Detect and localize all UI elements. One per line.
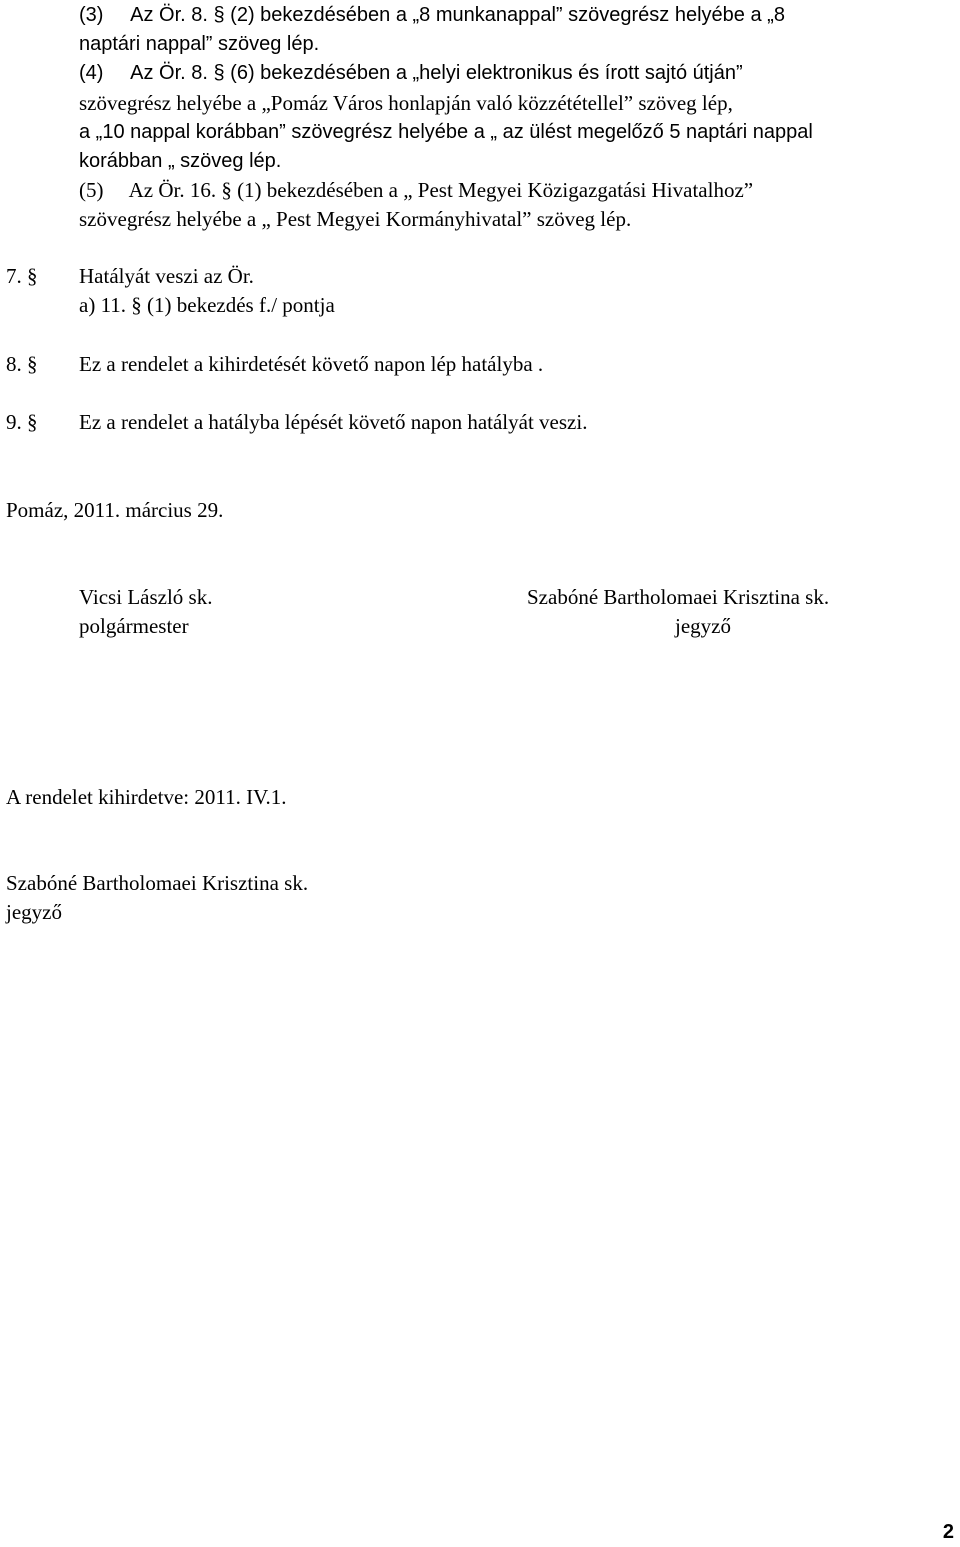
amendment-4-line-4: korábban „ szöveg lép.	[79, 150, 282, 172]
section-8-text: Ez a rendelet a kihirdetését követő napon lép hatályba .	[79, 352, 544, 376]
amendment-5-line-2: szövegrész helyébe a „ Pest Megyei Kormányhivatal” szöveg lép.	[79, 207, 632, 231]
section-7-subpoint: a) 11. § (1) bekezdés f./ pontja	[79, 293, 335, 317]
page-number: 2	[942, 1521, 954, 1543]
amendment-4-line-3: a „10 nappal korábban” szövegrész helyébe a „ az ülést megelőző 5 naptári nappal	[79, 121, 813, 143]
signature-right-title: jegyző	[675, 614, 731, 638]
section-9-text: Ez a rendelet a hatályba lépését követő napon hatályát veszi.	[79, 410, 588, 434]
amendment-4-line-2: szövegrész helyébe a „Pomáz Város honlapján való közzététellel” szöveg lép,	[79, 91, 733, 115]
section-9-number: 9. §	[6, 410, 38, 434]
amendment-3-line-2: naptári nappal” szöveg lép.	[79, 33, 320, 55]
promulgation-signer-name: Szabóné Bartholomaei Krisztina sk.	[6, 871, 309, 895]
signature-right-name: Szabóné Bartholomaei Krisztina sk.	[527, 585, 830, 609]
section-7-number: 7. §	[6, 264, 38, 288]
section-7-text: Hatályát veszi az Ör.	[79, 264, 254, 288]
promulgation-text: A rendelet kihirdetve: 2011. IV.1.	[6, 785, 287, 809]
amendment-3-line-1: (3) Az Ör. 8. § (2) bekezdésében a „8 munkanappal” szövegrész helyébe a „8	[79, 4, 785, 26]
section-8-number: 8. §	[6, 352, 38, 376]
amendment-5-line-1: (5) Az Ör. 16. § (1) bekezdésében a „ Pest Megyei Közigazgatási Hivatalhoz”	[79, 178, 754, 202]
promulgation-signer-title: jegyző	[6, 900, 62, 924]
amendment-4-line-1: (4) Az Ör. 8. § (6) bekezdésében a „helyi elektronikus és írott sajtó útján”	[79, 62, 743, 84]
place-date: Pomáz, 2011. március 29.	[6, 498, 224, 522]
signature-left-name: Vicsi László sk.	[79, 585, 213, 609]
signature-left-title: polgármester	[79, 614, 189, 638]
